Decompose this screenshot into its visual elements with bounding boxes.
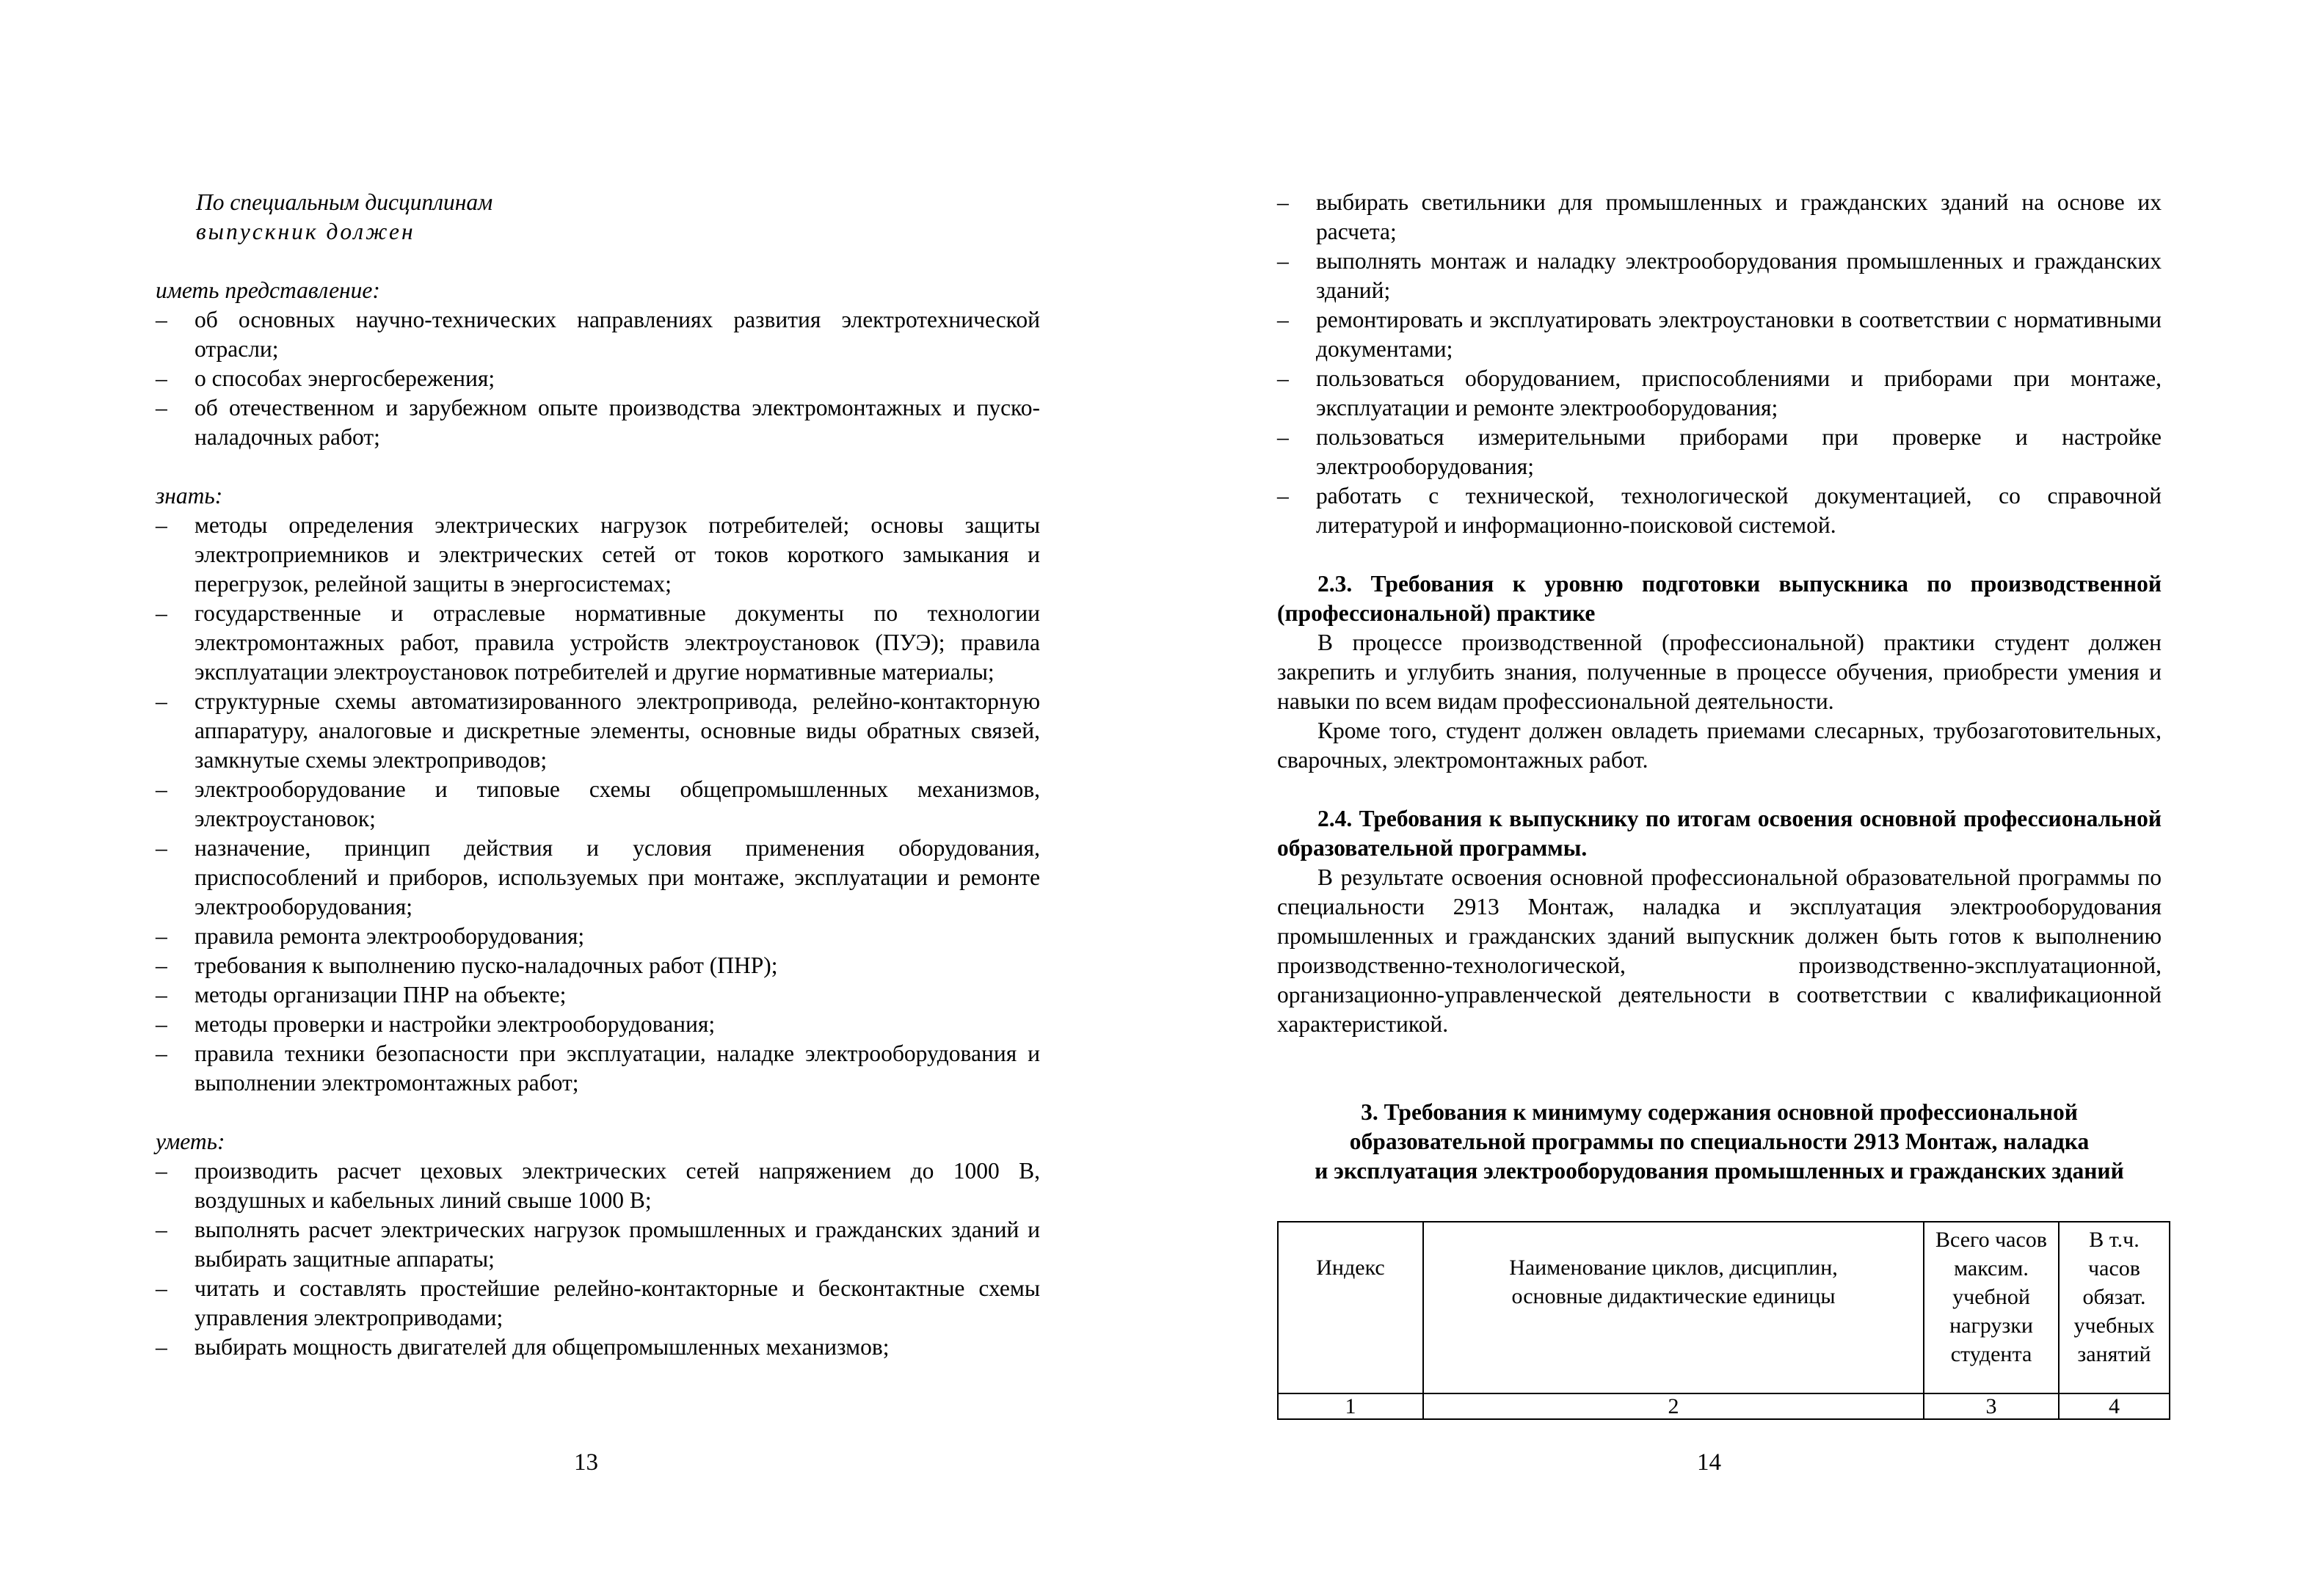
list-item: – выполнять расчет электрических нагрузок промышленных и гражданских зданий и выбирать защитные аппараты;	[156, 1215, 1040, 1274]
page-number-left: 13	[574, 1449, 598, 1476]
section-2-4-paragraph: В результате освоения основной профессиональной образовательной программы по специальности 2913 Монтаж, наладка и эксплуатация электрооборудования промышленных и гражданских зданий выпускник должен быть готов к выполнению производственно-технологической, производственно-эксплуатационной, организационно-управленческой деятельности в соответствии с квалификационной характеристикой.	[1277, 864, 2162, 1037]
table-cell: 3	[1924, 1393, 2059, 1419]
table-header-mandatory-hours: В т.ч. часов обязат. учебных занятий	[2059, 1222, 2170, 1393]
able-list	[156, 1156, 1040, 1362]
list-item: – производить расчет цеховых электрических сетей напряжением до 1000 В, воздушных и кабельных линий свыше 1000 В;	[156, 1156, 1040, 1215]
table-header-name: Наименование циклов, дисциплин, основные дидактические единицы	[1423, 1222, 1924, 1393]
intro-line-2: выпускник должен	[196, 219, 415, 244]
represent-list	[156, 305, 1040, 452]
table-header-row	[1278, 1222, 2170, 1393]
list-item: – об отечественном и зарубежном опыте производства электромонтажных и пуско-наладочных работ;	[156, 393, 1040, 452]
intro-line-1: По специальным дисциплинам	[196, 189, 493, 215]
list-item: – о способах энергосбережения;	[156, 364, 1040, 393]
section-3-heading-line-2: образовательной программы по специальности 2913 Монтаж, наладка	[1349, 1129, 2090, 1154]
list-item: – правила ремонта электрооборудования;	[156, 922, 1040, 951]
list-item: – выполнять монтаж и наладку электрооборудования промышленных и гражданских зданий;	[1277, 247, 2162, 305]
right-page-text	[1277, 188, 2162, 1420]
able-label: уметь:	[156, 1129, 225, 1154]
able-list-continued	[1277, 188, 2162, 540]
know-label: знать:	[156, 483, 223, 509]
list-item: – государственные и отраслевые нормативные документы по технологии электромонтажных работ, правила устройств электроустановок (ПУЭ); правила эксплуатации электроустановок потребителей и другие нормативные материалы;	[156, 599, 1040, 687]
section-3-heading-line-3: и эксплуатация электрооборудования промышленных и гражданских зданий	[1315, 1158, 2124, 1184]
list-item: – пользоваться оборудованием, приспособлениями и приборами при монтаже, эксплуатации и ремонте электрооборудования;	[1277, 364, 2162, 423]
section-2-3-paragraph-2: Кроме того, студент должен овладеть приемами слесарных, трубозаготовительных, сварочных, электромонтажных работ.	[1277, 718, 2162, 773]
section-2-3-heading: 2.3. Требования к уровню подготовки выпускника по производственной (профессиональной) практике	[1277, 571, 2162, 626]
list-item: – ремонтировать и эксплуатировать электроустановки в соответствии с нормативными документами;	[1277, 305, 2162, 364]
list-item: – методы определения электрических нагрузок потребителей; основы защиты электроприемников и электрических сетей от токов короткого замыкания и перегрузок, релейной защиты в энергосистемах;	[156, 511, 1040, 599]
list-item: – методы проверки и настройки электрооборудования;	[156, 1010, 1040, 1039]
table-cell: 4	[2059, 1393, 2170, 1419]
section-3-heading-line-1: 3. Требования к минимуму содержания основной профессиональной	[1361, 1099, 2078, 1125]
list-item: – правила техники безопасности при эксплуатации, наладке электрооборудования и выполнении электромонтажных работ;	[156, 1039, 1040, 1098]
table-cell: 1	[1278, 1393, 1423, 1419]
represent-label: иметь представление:	[156, 277, 380, 303]
section-2-4-heading: 2.4. Требования к выпускнику по итогам освоения основной профессиональной образовательной программы.	[1277, 806, 2162, 861]
list-item: – пользоваться измерительными приборами при проверке и настройке электрооборудования;	[1277, 423, 2162, 481]
list-item: – работать с технической, технологической документацией, со справочной литературой и информационно-поисковой системой.	[1277, 481, 2162, 540]
list-item: – требования к выполнению пуско-наладочных работ (ПНР);	[156, 951, 1040, 980]
table-cell: 2	[1423, 1393, 1924, 1419]
table-row	[1278, 1393, 2170, 1419]
list-item: – об основных научно-технических направлениях развития электротехнической отрасли;	[156, 305, 1040, 364]
list-item: – выбирать светильники для промышленных и гражданских зданий на основе их расчета;	[1277, 188, 2162, 247]
page-number-right: 14	[1697, 1449, 1721, 1476]
table-header-index: Индекс	[1278, 1222, 1423, 1393]
list-item: – читать и составлять простейшие релейно-контакторные и бесконтактные схемы управления электроприводами;	[156, 1274, 1040, 1333]
list-item: – структурные схемы автоматизированного электропривода, релейно-контакторную аппаратуру, аналоговые и дискретные элементы, основные виды обратных связей, замкнутые схемы электроприводов;	[156, 687, 1040, 775]
list-item: – электрооборудование и типовые схемы общепромышленных механизмов, электроустановок;	[156, 775, 1040, 834]
section-2-3-paragraph-1: В процессе производственной (профессиональной) практики студент должен закрепить и углубить знания, полученные в процессе обучения, приобрести умения и навыки по всем видам профессиональной деятельности.	[1277, 630, 2162, 714]
left-page-text	[156, 188, 1040, 1362]
curriculum-table	[1277, 1221, 2170, 1420]
right-page	[1156, 0, 2312, 1596]
know-list	[156, 511, 1040, 1098]
table-header-total-hours: Всего часов максим. учебной нагрузки студента	[1924, 1222, 2059, 1393]
list-item: – назначение, принцип действия и условия применения оборудования, приспособлений и приборов, используемых при монтаже, эксплуатации и ремонте электрооборудования;	[156, 834, 1040, 922]
list-item: – выбирать мощность двигателей для общепромышленных механизмов;	[156, 1333, 1040, 1362]
list-item: – методы организации ПНР на объекте;	[156, 980, 1040, 1010]
